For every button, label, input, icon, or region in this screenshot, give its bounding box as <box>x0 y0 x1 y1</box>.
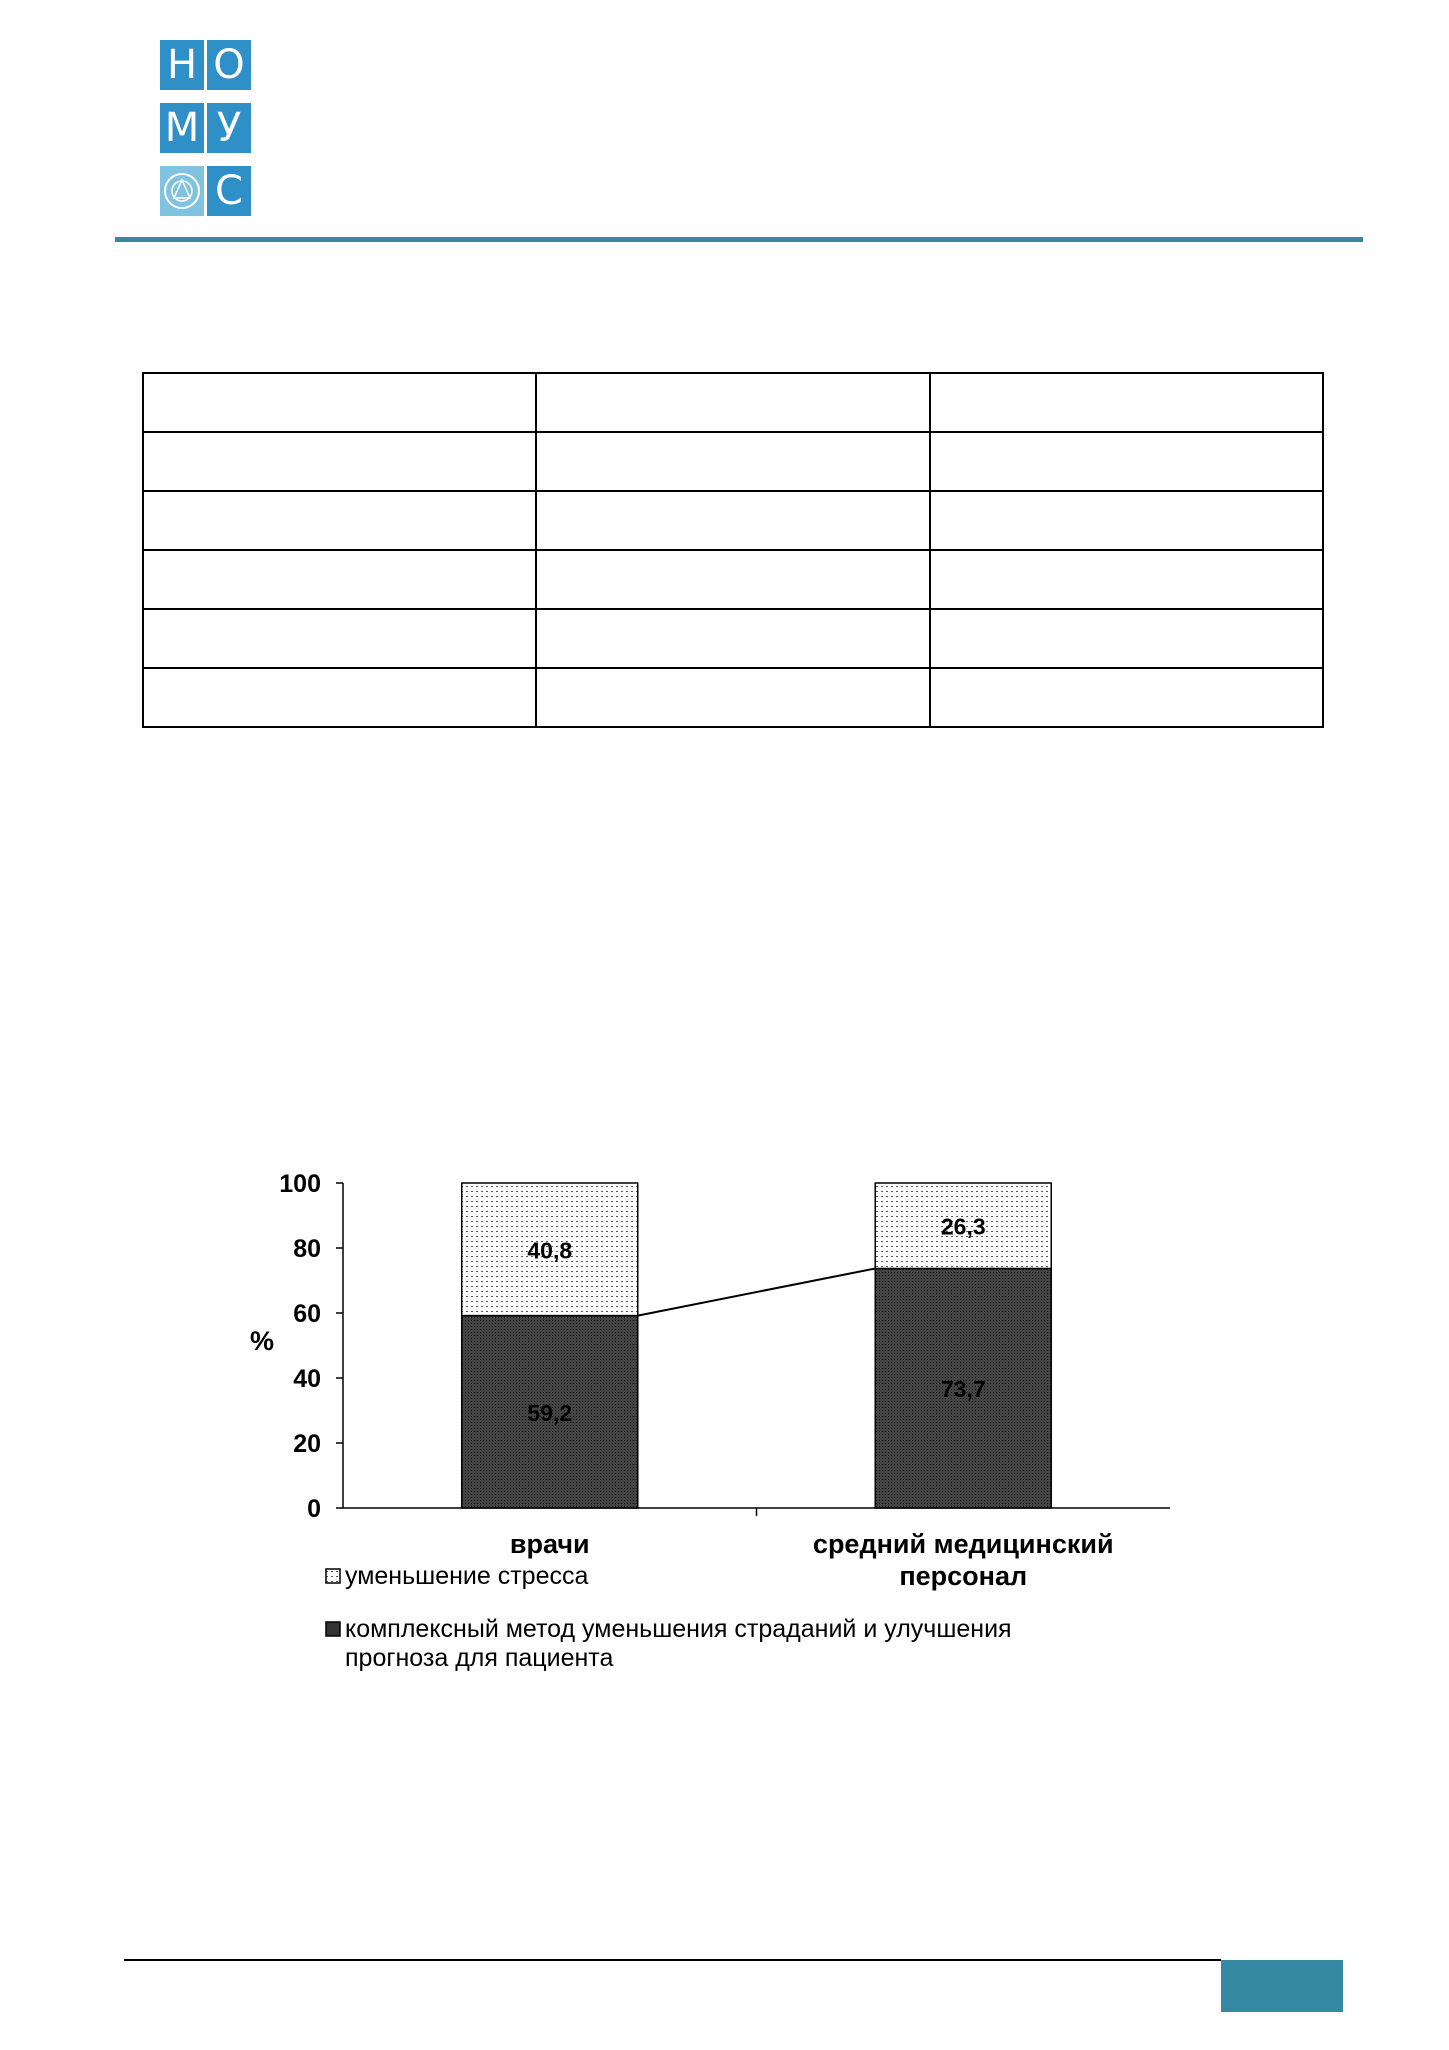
logo-letter: О <box>207 40 251 90</box>
x-tick-label: врачи <box>509 1529 590 1559</box>
logo-letter: М <box>160 103 204 153</box>
data-label: 26,3 <box>940 1213 986 1240</box>
y-tick-label: 100 <box>279 1170 321 1198</box>
series-line <box>638 1268 876 1315</box>
data-label: 73,7 <box>940 1376 986 1403</box>
y-tick-label: 60 <box>293 1300 321 1328</box>
data-label: 40,8 <box>527 1237 573 1264</box>
logo-letter: Н <box>160 40 204 90</box>
data-label: 59,2 <box>527 1399 573 1426</box>
y-tick-label: 0 <box>307 1495 321 1523</box>
y-axis-label: % <box>249 1326 275 1356</box>
legend-swatch-stress <box>326 1569 340 1583</box>
legend-label: прогноза для пациента <box>345 1644 614 1672</box>
logo-letter: С <box>207 166 251 216</box>
x-tick-label: средний медицинский <box>812 1529 1114 1559</box>
y-tick-label: 40 <box>293 1365 321 1393</box>
y-tick-label: 20 <box>293 1430 321 1458</box>
legend-swatch-complex <box>326 1622 340 1636</box>
footer-rule <box>124 1959 1221 1961</box>
legend-label: комплексный метод уменьшения страданий и улучшения <box>345 1615 1012 1643</box>
page-number-tab <box>1221 1960 1343 2012</box>
logo-letter: У <box>207 103 251 153</box>
legend-label: уменьшение стресса <box>345 1562 589 1590</box>
y-tick-label: 80 <box>293 1235 321 1263</box>
x-tick-label: персонал <box>899 1561 1028 1591</box>
